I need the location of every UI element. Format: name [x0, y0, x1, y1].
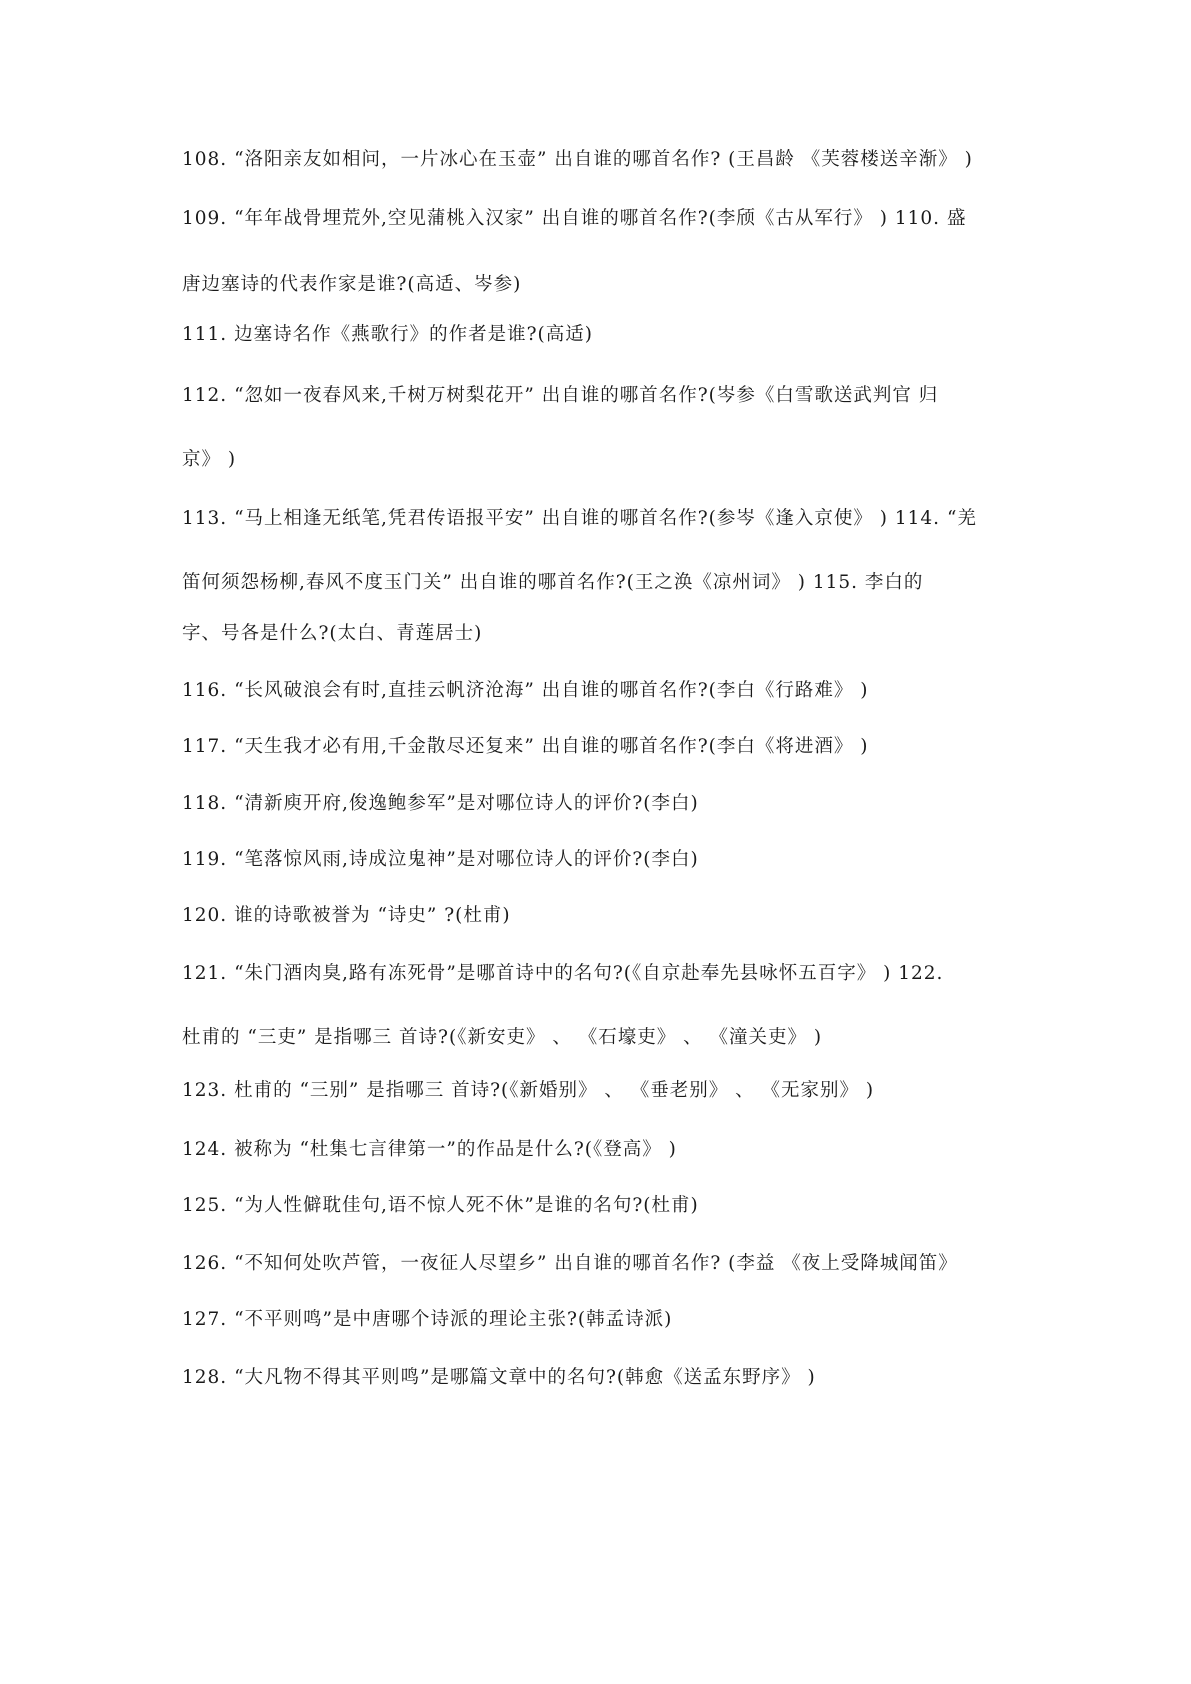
text-line: 125. “为人性僻耽佳句,语不惊人死不休”是谁的名句?(杜甫) [182, 1195, 699, 1216]
text-line: 126. “不知何处吹芦管，一夜征人尽望乡” 出自谁的哪首名作? (李益 《夜上受降城闻笛》 [182, 1253, 958, 1274]
text-line: 119. “笔落惊风雨,诗成泣鬼神”是对哪位诗人的评价?(李白) [182, 849, 699, 870]
text-line: 111. 边塞诗名作《燕歌行》的作者是谁?(高适) [182, 324, 593, 345]
text-line: 123. 杜甫的 “三别” 是指哪三 首诗?(《新婚别》 、 《垂老别》 、 《无家别》 ) [182, 1080, 875, 1101]
text-line: 128. “大凡物不得其平则鸣”是哪篇文章中的名句?(韩愈《送孟东野序》 ) [182, 1367, 816, 1388]
text-line: 唐边塞诗的代表作家是谁?(高适、岑参) [182, 274, 522, 295]
text-line: 118. “清新庾开府,俊逸鲍参军”是对哪位诗人的评价?(李白) [182, 793, 699, 814]
text-line: 字、号各是什么?(太白、青莲居士) [182, 623, 483, 644]
text-line: 112. “忽如一夜春风来,千树万树梨花开” 出自谁的哪首名作?(岑参《白雪歌送武判官 归 [182, 385, 939, 406]
text-line: 120. 谁的诗歌被誉为 “诗史” ?(杜甫) [182, 905, 511, 926]
text-line: 笛何须怨杨柳,春风不度玉门关” 出自谁的哪首名作?(王之涣《凉州词》 ) 115. 李白的 [182, 572, 924, 593]
text-line: 127. “不平则鸣”是中唐哪个诗派的理论主张?(韩孟诗派) [182, 1309, 673, 1330]
text-line: 109. “年年战骨埋荒外,空见蒲桃入汉家” 出自谁的哪首名作?(李颀《古从军行》 ) 110. 盛 [182, 208, 967, 229]
text-line: 京》 ) [182, 449, 237, 470]
text-line: 117. “天生我才必有用,千金散尽还复来” 出自谁的哪首名作?(李白《将进酒》 ) [182, 736, 869, 757]
text-line: 124. 被称为 “杜集七言律第一”的作品是什么?(《登高》 ) [182, 1139, 677, 1160]
text-line: 108. “洛阳亲友如相问，一片冰心在玉壶” 出自谁的哪首名作? (王昌龄 《芙蓉楼送辛渐》 ) [182, 149, 973, 170]
text-line: 116. “长风破浪会有时,直挂云帆济沧海” 出自谁的哪首名作?(李白《行路难》 ) [182, 680, 869, 701]
text-line: 杜甫的 “三吏” 是指哪三 首诗?(《新安吏》 、 《石壕吏》 、 《潼关吏》 ) [182, 1027, 823, 1048]
text-line: 121. “朱门酒肉臭,路有冻死骨”是哪首诗中的名句?(《自京赴奉先县咏怀五百字》 ) 122. [182, 963, 944, 984]
text-line: 113. “马上相逢无纸笔,凭君传语报平安” 出自谁的哪首名作?(参岑《逢入京使》 ) 114. “羌 [182, 508, 977, 529]
